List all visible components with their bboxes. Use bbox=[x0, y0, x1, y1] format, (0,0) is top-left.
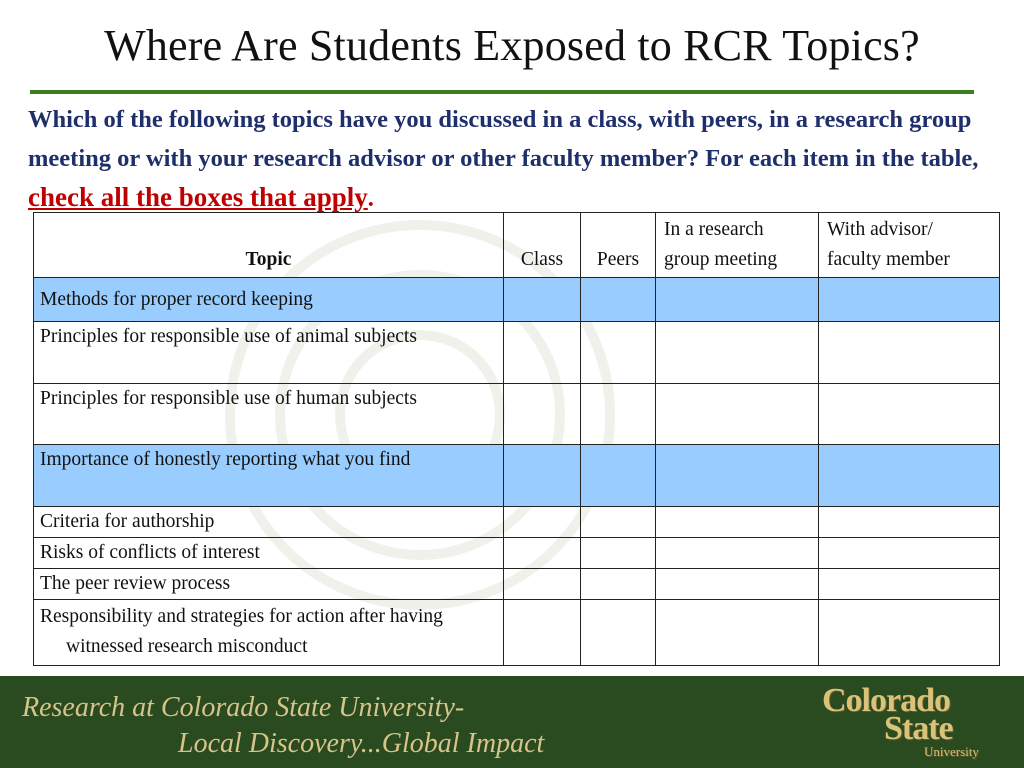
research-group-checkbox-cell[interactable] bbox=[656, 569, 819, 600]
peers-checkbox-cell[interactable] bbox=[581, 569, 656, 600]
peers-checkbox-cell[interactable] bbox=[581, 538, 656, 569]
advisor-checkbox-cell[interactable] bbox=[819, 445, 1000, 507]
logo-word-colorado: Colorado bbox=[822, 682, 950, 719]
research-group-checkbox-cell[interactable] bbox=[656, 507, 819, 538]
advisor-checkbox-cell[interactable] bbox=[819, 569, 1000, 600]
research-group-checkbox-cell[interactable] bbox=[656, 538, 819, 569]
header-topic: Topic bbox=[34, 213, 504, 278]
peers-checkbox-cell[interactable] bbox=[581, 322, 656, 384]
class-checkbox-cell[interactable] bbox=[504, 507, 581, 538]
header-class: Class bbox=[504, 213, 581, 278]
rcr-topics-table bbox=[33, 212, 1000, 666]
header-research-group-line1: In a research bbox=[664, 219, 764, 240]
table-row bbox=[34, 600, 1000, 666]
header-research-group bbox=[656, 213, 819, 278]
topic-cell: Criteria for authorship bbox=[34, 507, 504, 538]
advisor-checkbox-cell[interactable] bbox=[819, 600, 1000, 666]
topic-cell: Principles for responsible use of animal subjects bbox=[34, 322, 504, 384]
peers-checkbox-cell[interactable] bbox=[581, 278, 656, 322]
peers-checkbox-cell[interactable] bbox=[581, 445, 656, 507]
class-checkbox-cell[interactable] bbox=[504, 384, 581, 445]
table-row bbox=[34, 278, 1000, 322]
advisor-checkbox-cell[interactable] bbox=[819, 538, 1000, 569]
advisor-checkbox-cell[interactable] bbox=[819, 507, 1000, 538]
table-header-row bbox=[34, 213, 1000, 278]
table-row bbox=[34, 538, 1000, 569]
header-advisor-line1: With advisor/ bbox=[827, 219, 933, 240]
research-group-checkbox-cell[interactable] bbox=[656, 384, 819, 445]
research-group-checkbox-cell[interactable] bbox=[656, 322, 819, 384]
topic-cell: Importance of honestly reporting what you find bbox=[34, 445, 504, 507]
class-checkbox-cell[interactable] bbox=[504, 445, 581, 507]
class-checkbox-cell[interactable] bbox=[504, 538, 581, 569]
header-peers: Peers bbox=[581, 213, 656, 278]
header-advisor-line2: faculty member bbox=[827, 249, 950, 270]
class-checkbox-cell[interactable] bbox=[504, 322, 581, 384]
peers-checkbox-cell[interactable] bbox=[581, 600, 656, 666]
footer-tagline-line2: Local Discovery...Global Impact bbox=[178, 728, 545, 759]
topic-cell: The peer review process bbox=[34, 569, 504, 600]
advisor-checkbox-cell[interactable] bbox=[819, 278, 1000, 322]
class-checkbox-cell[interactable] bbox=[504, 278, 581, 322]
table-row bbox=[34, 445, 1000, 507]
topic-cell: Risks of conflicts of interest bbox=[34, 538, 504, 569]
footer-tagline-line1: Research at Colorado State University- bbox=[22, 692, 465, 723]
class-checkbox-cell[interactable] bbox=[504, 600, 581, 666]
class-checkbox-cell[interactable] bbox=[504, 569, 581, 600]
topic-cell: Principles for responsible use of human subjects bbox=[34, 384, 504, 445]
title-divider bbox=[30, 90, 974, 94]
header-advisor bbox=[819, 213, 1000, 278]
logo-word-state: State bbox=[884, 710, 953, 747]
peers-checkbox-cell[interactable] bbox=[581, 507, 656, 538]
table-row bbox=[34, 322, 1000, 384]
logo-word-university: University bbox=[924, 744, 979, 759]
advisor-checkbox-cell[interactable] bbox=[819, 384, 1000, 445]
table-row bbox=[34, 507, 1000, 538]
advisor-checkbox-cell[interactable] bbox=[819, 322, 1000, 384]
research-group-checkbox-cell[interactable] bbox=[656, 600, 819, 666]
question-body: Which of the following topics have you discussed in a class, with peers, in a research group meeting or with your research advisor or other faculty member? For each item in the table, bbox=[28, 106, 979, 172]
question-tail: . bbox=[367, 185, 374, 212]
slide-title: Where Are Students Exposed to RCR Topics? bbox=[104, 21, 920, 70]
research-group-checkbox-cell[interactable] bbox=[656, 278, 819, 322]
table-row bbox=[34, 569, 1000, 600]
peers-checkbox-cell[interactable] bbox=[581, 384, 656, 445]
question-emphasis: check all the boxes that apply bbox=[28, 182, 368, 212]
header-research-group-line2: group meeting bbox=[664, 249, 778, 270]
topic-cell: Responsibility and strategies for action after having witnessed research misconduct bbox=[34, 600, 504, 666]
csu-logo bbox=[814, 682, 1004, 762]
table-row bbox=[34, 384, 1000, 445]
topic-cell: Methods for proper record keeping bbox=[34, 278, 504, 322]
research-group-checkbox-cell[interactable] bbox=[656, 445, 819, 507]
